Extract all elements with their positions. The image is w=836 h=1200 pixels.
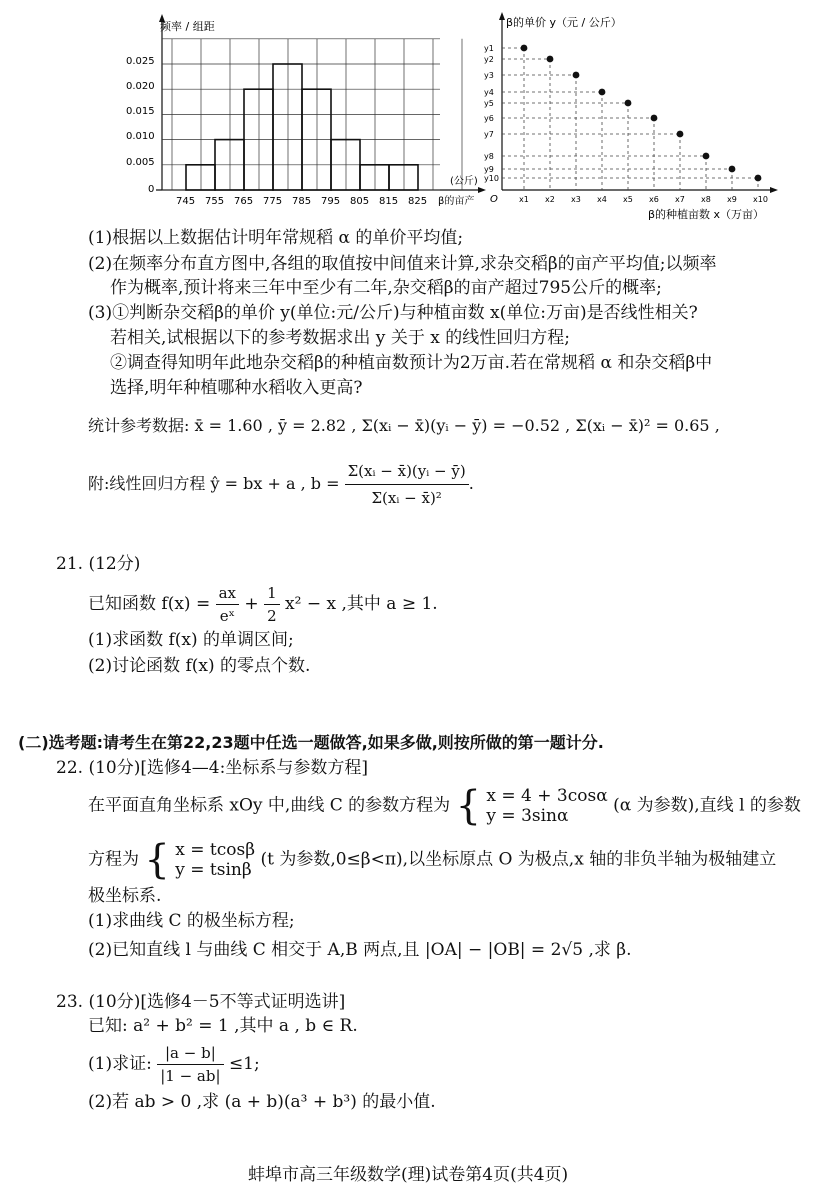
regression-prefix: 附:线性回归方程 ŷ = bx + a , b = <box>88 474 340 493</box>
scatter-point-4 <box>599 89 606 96</box>
scatter-x-ticks <box>519 195 768 204</box>
histogram-x-label: β的亩产 <box>438 196 475 207</box>
scatter-y-tick-7: y7 <box>484 130 494 139</box>
y-tick-0: 0 <box>148 184 155 195</box>
q22-part1: (1)求曲线 C 的极坐标方程; <box>88 911 295 931</box>
x-tick-785: 785 <box>292 196 312 207</box>
regression-numerator: Σ(xᵢ − x̄)(yᵢ − ȳ) <box>345 458 469 485</box>
scatter-points <box>521 45 762 182</box>
y-tick-0.005: 0.005 <box>126 157 155 168</box>
scatter-y-tick-2: y2 <box>484 55 494 64</box>
x-unit: (公斤) <box>450 176 478 187</box>
scatter-point-5 <box>625 100 632 107</box>
y-tick-0.025: 0.025 <box>126 56 155 67</box>
regression-denominator: Σ(xᵢ − x̄)² <box>371 489 442 507</box>
scatter-y-ticks <box>484 44 499 183</box>
scatter-x-tick-4: x4 <box>597 195 607 204</box>
regression-fraction <box>345 458 469 511</box>
stats-prefix: 统计参考数据: <box>88 416 190 435</box>
q23-line1: 已知: a² + b² = 1 ,其中 a , b ∈ R. <box>88 1016 358 1036</box>
x-tick-815: 815 <box>379 196 399 207</box>
scatter-x-tick-7: x7 <box>675 195 685 204</box>
scatter-point-3 <box>573 72 580 79</box>
scatter-point-7 <box>677 131 684 138</box>
line-eq-x: x = tcosβ <box>175 840 256 860</box>
curve-eq-x: x = 4 + 3cosα <box>486 786 608 806</box>
scatter-x-tick-5: x5 <box>623 195 633 204</box>
histogram-bar-805-815 <box>360 165 389 190</box>
scatter-x-tick-3: x3 <box>571 195 581 204</box>
q21-stem <box>88 582 438 627</box>
q20-part3-line4: 选择,明年种植哪种水稻收入更高? <box>110 378 363 398</box>
y-tick-0.010: 0.010 <box>126 131 155 142</box>
q23-part1 <box>88 1042 260 1087</box>
histogram-bar-775-785 <box>273 64 302 190</box>
q20-regression-formula: 附:线性回归方程 ŷ = bx + a , b = $\frac{\text{Σ(xᵢ − x̄)(yᵢ − ȳ)}}{\text{Σ(xᵢ − x̄)²}}$ . <box>88 458 474 511</box>
y-axis-arrow-icon <box>499 12 505 20</box>
q23-frac-den: |1 − ab| <box>160 1067 221 1085</box>
histogram-bars <box>186 64 418 190</box>
q20-stats <box>88 414 720 438</box>
scatter-x-tick-6: x6 <box>649 195 659 204</box>
q22-line2 <box>88 837 777 883</box>
q21-fraction-2 <box>264 582 280 627</box>
curve-eq-y: y = 3sinα <box>486 806 569 826</box>
scatter-point-9 <box>729 166 736 173</box>
curve-equations <box>486 786 607 826</box>
q23-part1-end: ≤1; <box>228 1054 260 1074</box>
x-tick-765: 765 <box>234 196 254 207</box>
scatter-y-tick-10: y10 <box>484 174 499 183</box>
q20-part2-line1: (2)在频率分布直方图中,各组的取值按中间值来计算,求杂交稻β的亩产平均值;以频率 <box>88 254 717 274</box>
y-tick-0.020: 0.020 <box>126 81 155 92</box>
histogram-y-label: 频率 / 组距 <box>160 20 215 33</box>
scatter-x-tick-8: x8 <box>701 195 711 204</box>
q23-part2: (2)若 ab > 0 ,求 (a + b)(a³ + b³) 的最小值. <box>88 1092 436 1112</box>
scatter-y-tick-8: y8 <box>484 152 494 161</box>
scatter-y-tick-1: y1 <box>484 44 494 53</box>
x-tick-805: 805 <box>350 196 370 207</box>
line-equations <box>175 840 255 880</box>
scatter-x-tick-10: x10 <box>753 195 768 204</box>
scatter-y-tick-6: y6 <box>484 114 494 123</box>
scatter-y-tick-5: y5 <box>484 99 494 108</box>
x-tick-775: 775 <box>263 196 283 207</box>
histogram-bar-745-755 <box>186 165 215 190</box>
scatter-origin: O <box>490 194 498 205</box>
price-scatter-plot <box>480 10 780 225</box>
q20-part3-line1: (3)①判断杂交稻β的单价 y(单位:元/公斤)与种植亩数 x(单位:万亩)是否线性相关? <box>88 303 698 323</box>
q21-heading: 21. (12分) <box>56 554 141 574</box>
scatter-point-10 <box>755 175 762 182</box>
scatter-x-tick-2: x2 <box>545 195 555 204</box>
scatter-point-8 <box>703 153 710 160</box>
x-tick-755: 755 <box>205 196 225 207</box>
scatter-x-label: β的种植亩数 x（万亩） <box>648 208 765 221</box>
q20-part3-line3: ②调查得知明年此地杂交稻β的种植亩数预计为2万亩.若在常规稻 α 和杂交稻β中 <box>110 353 713 373</box>
q22-line3: 极坐标系. <box>88 886 162 906</box>
q21-stem-start: 已知函数 f(x) = <box>88 594 211 614</box>
q22-heading: 22. (10分)[选修4—4:坐标系与参数方程] <box>56 758 368 778</box>
x-tick-795: 795 <box>321 196 341 207</box>
q22-part2: (2)已知直线 l 与曲线 C 相交于 A,B 两点,且 |OA| − |OB| = 2√5 ,求 β. <box>88 940 632 960</box>
x-tick-825: 825 <box>408 196 428 207</box>
q21-frac2-num: 1 <box>264 582 280 605</box>
stats-values: x̄ = 1.60 , ȳ = 2.82 , Σ(xᵢ − x̄)(yᵢ − ȳ) = −0.52 , Σ(xᵢ − x̄)² = 0.65 , <box>194 416 720 435</box>
scatter-guide-lines <box>502 48 758 190</box>
line-eq-y: y = tsinβ <box>175 860 252 880</box>
q20-part1: (1)根据以上数据估计明年常规稻 α 的单价平均值; <box>88 228 464 248</box>
q21-part1: (1)求函数 f(x) 的单调区间; <box>88 630 294 650</box>
x-tick-745: 745 <box>176 196 196 207</box>
scatter-point-6 <box>651 115 658 122</box>
y-tick-0.015: 0.015 <box>126 106 155 117</box>
q21-frac2-den: 2 <box>267 607 277 625</box>
scatter-point-1 <box>521 45 528 52</box>
scatter-y-tick-9: y9 <box>484 165 494 174</box>
q21-stem-end: x² − x ,其中 a ≥ 1. <box>285 594 438 614</box>
q22-line1-start: 在平面直角坐标系 xOy 中,曲线 C 的参数方程为 <box>88 795 451 816</box>
x-axis-arrow-icon <box>770 187 778 193</box>
q21-frac1-den: eˣ <box>219 607 235 625</box>
q23-fraction <box>157 1042 223 1087</box>
q23-heading: 23. (10分)[选修4－5不等式证明选讲] <box>56 992 346 1012</box>
q20-part2-line2: 作为概率,预计将来三年中至少有二年,杂交稻β的亩产超过795公斤的概率; <box>110 278 662 298</box>
scatter-y-tick-4: y4 <box>484 88 494 97</box>
scatter-y-label: β的单价 y（元 / 公斤） <box>506 16 622 29</box>
scatter-y-tick-3: y3 <box>484 71 494 80</box>
page-footer: 蚌埠市高三年级数学(理)试卷第4页(共4页) <box>248 1165 569 1185</box>
histogram-bar-815-825 <box>389 165 418 190</box>
q21-fraction-1 <box>216 582 239 627</box>
q22-line2-start: 方程为 <box>88 849 139 870</box>
q22-line1-end: (α 为参数),直线 l 的参数 <box>613 795 801 816</box>
q21-plus: + <box>244 594 259 614</box>
q22-line1 <box>88 783 801 829</box>
section2-heading: (二)选考题:请考生在第22,23题中任选一题做答,如果多做,则按所做的第一题计分. <box>18 733 604 752</box>
q23-frac-num: |a − b| <box>157 1042 223 1065</box>
scatter-x-tick-1: x1 <box>519 195 529 204</box>
q22-line2-end: (t 为参数,0≤β<π),以坐标原点 O 为极点,x 轴的非负半轴为极轴建立 <box>260 849 777 870</box>
curve-brace: { <box>455 783 482 829</box>
q21-part2: (2)讨论函数 f(x) 的零点个数. <box>88 656 311 676</box>
q20-part3-line2: 若相关,试根据以下的参考数据求出 y 关于 x 的线性回归方程; <box>110 328 570 348</box>
scatter-x-tick-9: x9 <box>727 195 737 204</box>
q23-part1-start: (1)求证: <box>88 1054 152 1074</box>
scatter-point-2 <box>547 56 554 63</box>
line-brace: { <box>144 837 170 883</box>
histogram-grid <box>162 39 462 190</box>
frequency-histogram <box>120 14 500 219</box>
q21-frac1-num: ax <box>216 582 239 605</box>
